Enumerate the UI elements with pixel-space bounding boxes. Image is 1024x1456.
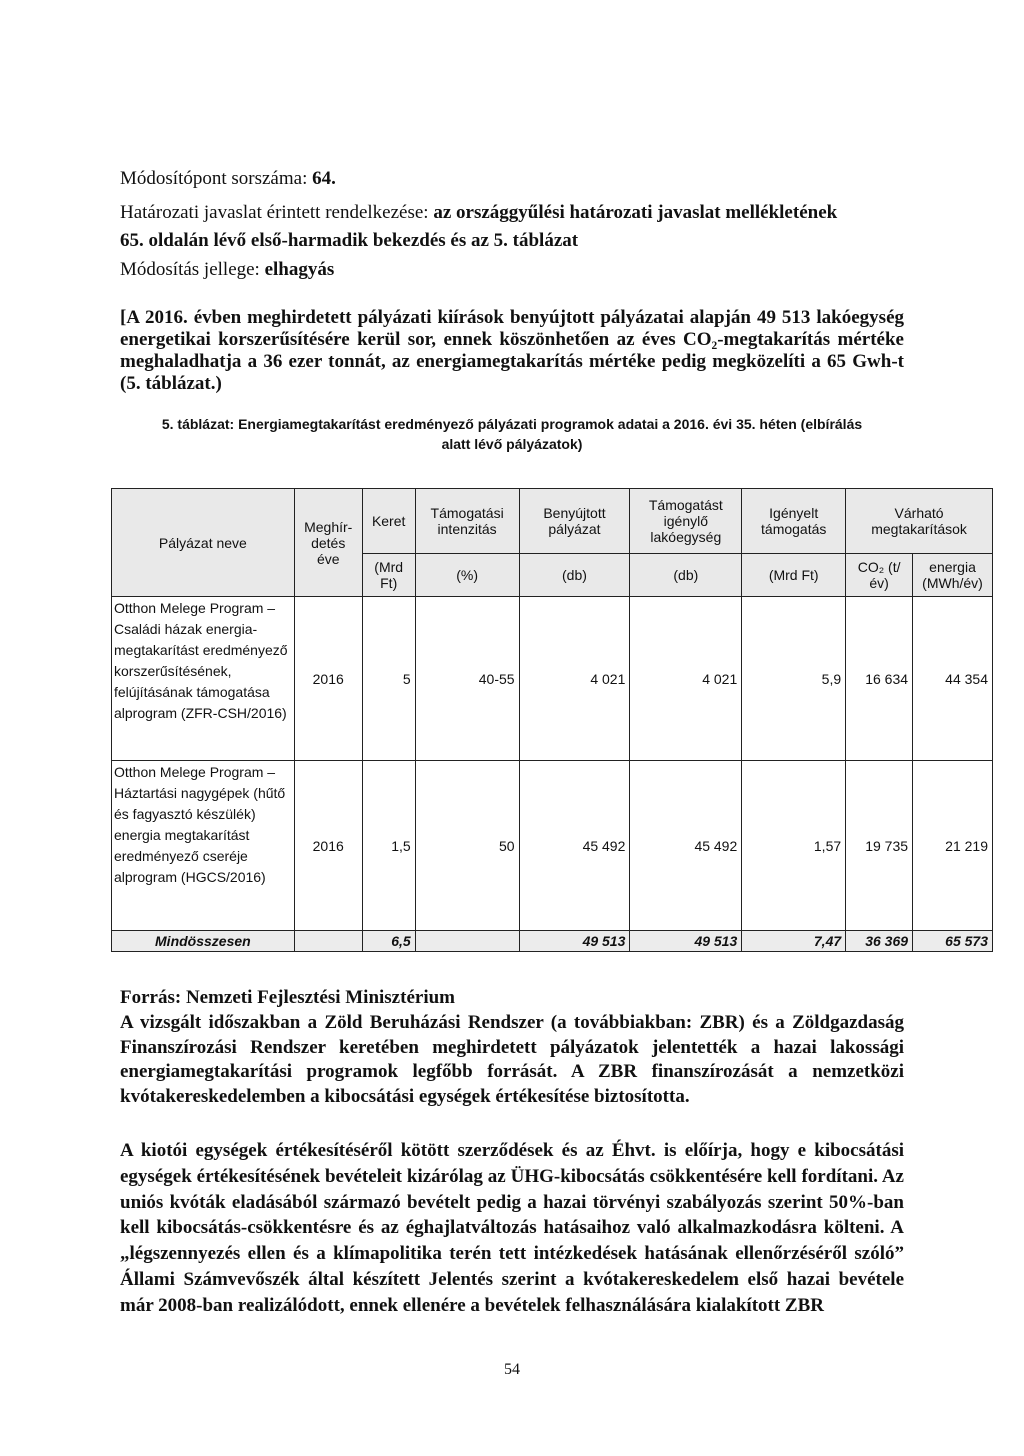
row-2-name: Otthon Melege Program – Háztartási nagygépek (hűtő és fagyasztó készülék) energia megtakarítást eredményező cseréje alprogram (HGCS/2016) bbox=[112, 761, 295, 931]
modification-nature-line bbox=[120, 259, 334, 281]
row-1-co2: 16 634 bbox=[846, 597, 913, 761]
table-caption-line-1: 5. táblázat: Energiamegtakarítást eredményező pályázati programok adatai a 2016. évi 35. héten (elbírálás bbox=[161, 416, 863, 432]
modification-number-value: 64. bbox=[312, 168, 336, 189]
row-2-year: 2016 bbox=[294, 761, 362, 931]
row-2-co2: 19 735 bbox=[846, 761, 913, 931]
row-2-support: 1,57 bbox=[742, 761, 846, 931]
affected-provision-value-2: 65. oldalán lévő első-harmadik bekezdés és az 5. táblázat bbox=[120, 230, 579, 251]
unit-support: (Mrd Ft) bbox=[742, 554, 846, 597]
row-1-name: Otthon Melege Program – Családi házak energia-megtakarítást eredményező korszerűsítésének, felújításának támogatása alprogram (ZFR-CSH/2016) bbox=[112, 597, 295, 761]
row-2-units: 45 492 bbox=[630, 761, 742, 931]
total-energy: 65 573 bbox=[913, 931, 993, 952]
table-caption-line-2: alatt lévő pályázatok) bbox=[441, 436, 583, 452]
total-label: Mindösszesen bbox=[112, 931, 295, 952]
unit-intensity: (%) bbox=[415, 554, 519, 597]
unit-submitted: (db) bbox=[519, 554, 630, 597]
header-savings: Várható megtakarítások bbox=[846, 489, 993, 554]
header-units: Támogatást igénylő lakóegység bbox=[630, 489, 742, 554]
header-budget: Keret bbox=[362, 489, 415, 554]
total-intensity bbox=[415, 931, 519, 952]
header-support: Igényelt támogatás bbox=[742, 489, 846, 554]
row-1-year: 2016 bbox=[294, 597, 362, 761]
row-1-intensity: 40-55 bbox=[415, 597, 519, 761]
table-total-row bbox=[112, 931, 993, 952]
total-co2: 36 369 bbox=[846, 931, 913, 952]
paragraph-3: A kiotói egységek értékesítéséről kötött szerződések és az Éhvt. is előírja, hogy e kibocsátási egységek értékesítésének bevételeit kizárólag az ÜHG-kibocsátás csökkentésére kell fordítani. Az uniós kvóták eladásából származó bevételt pedig a hazai törvényi szabályozás szerint 50%-ban kell kibocsátás-csökkentésre és az éghajlatváltozás hatásaihoz való alkalmazkodásra költeni. A „légszennyezés ellen és a klímapolitika terén tett intézkedések hatásának ellenőrzéséről szóló” Állami Számvevőszék által készített Jelentés szerint a kvótakereskedelem első hazai bevétele már 2008-ban realizálódott, ennek ellenére a bevételek felhasználására kialakított ZBR bbox=[120, 1140, 904, 1316]
total-budget: 6,5 bbox=[362, 931, 415, 952]
affected-provision-label: Határozati javaslat érintett rendelkezése: bbox=[120, 202, 429, 223]
affected-provision-value-1: az országgyűlési határozati javaslat mellékletének bbox=[433, 202, 838, 223]
row-2-energy: 21 219 bbox=[913, 761, 993, 931]
modification-number-label: Módosítópont sorszáma: bbox=[120, 168, 308, 189]
row-1-energy: 44 354 bbox=[913, 597, 993, 761]
header-intensity: Támogatási intenzitás bbox=[415, 489, 519, 554]
source-line: Forrás: Nemzeti Fejlesztési Minisztérium bbox=[120, 987, 455, 1008]
intro-paragraph: [A 2016. évben meghirdetett pályázati kiírások benyújtott pályázatai alapján 49 513 lakóegység energetikai korszerűsítésére kerül sor, ennek köszönhetően az éves CO₂-megtakarítás mértéke meghaladhatja a 36 ezer tonnát, az energiamegtakarítás mértéke pedig megközelíti a 65 Gwh-t (5. táblázat.) bbox=[120, 307, 904, 394]
modification-number-line bbox=[120, 168, 336, 190]
unit-budget: (Mrd Ft) bbox=[362, 554, 415, 597]
total-units: 49 513 bbox=[630, 931, 742, 952]
row-2-budget: 1,5 bbox=[362, 761, 415, 931]
table-row bbox=[112, 597, 993, 761]
header-submitted: Benyújtott pályázat bbox=[519, 489, 630, 554]
header-name: Pályázat neve bbox=[112, 489, 295, 597]
paragraph-2: A vizsgált időszakban a Zöld Beruházási Rendszer (a továbbiakban: ZBR) és a Zöldgazdaság Finanszírozási Rendszer keretében meghirdetett pályázatok jelentették a hazai lakossági energiamegtakarítási programok legfőbb forrását. A ZBR finanszírozását a nemzetközi kvótakereskedelemben a kibocsátási egységek értékesítése biztosította. bbox=[120, 1012, 904, 1107]
row-1-submitted: 4 021 bbox=[519, 597, 630, 761]
unit-co2: CO₂ (t/év) bbox=[846, 554, 913, 597]
header-year: Meghír-detés éve bbox=[294, 489, 362, 597]
row-2-intensity: 50 bbox=[415, 761, 519, 931]
program-table bbox=[111, 488, 993, 952]
modification-nature-label: Módosítás jellege: bbox=[120, 259, 260, 280]
row-1-units: 4 021 bbox=[630, 597, 742, 761]
row-2-submitted: 45 492 bbox=[519, 761, 630, 931]
total-support: 7,47 bbox=[742, 931, 846, 952]
unit-energy: energia (MWh/év) bbox=[913, 554, 993, 597]
page-number: 54 bbox=[504, 1361, 520, 1378]
total-submitted: 49 513 bbox=[519, 931, 630, 952]
row-1-support: 5,9 bbox=[742, 597, 846, 761]
table-row bbox=[112, 761, 993, 931]
row-1-budget: 5 bbox=[362, 597, 415, 761]
unit-units: (db) bbox=[630, 554, 742, 597]
modification-nature-value: elhagyás bbox=[264, 259, 335, 280]
affected-provision-line bbox=[120, 202, 837, 224]
table-caption bbox=[120, 414, 904, 454]
table-header-row bbox=[112, 489, 993, 554]
total-year bbox=[294, 931, 362, 952]
